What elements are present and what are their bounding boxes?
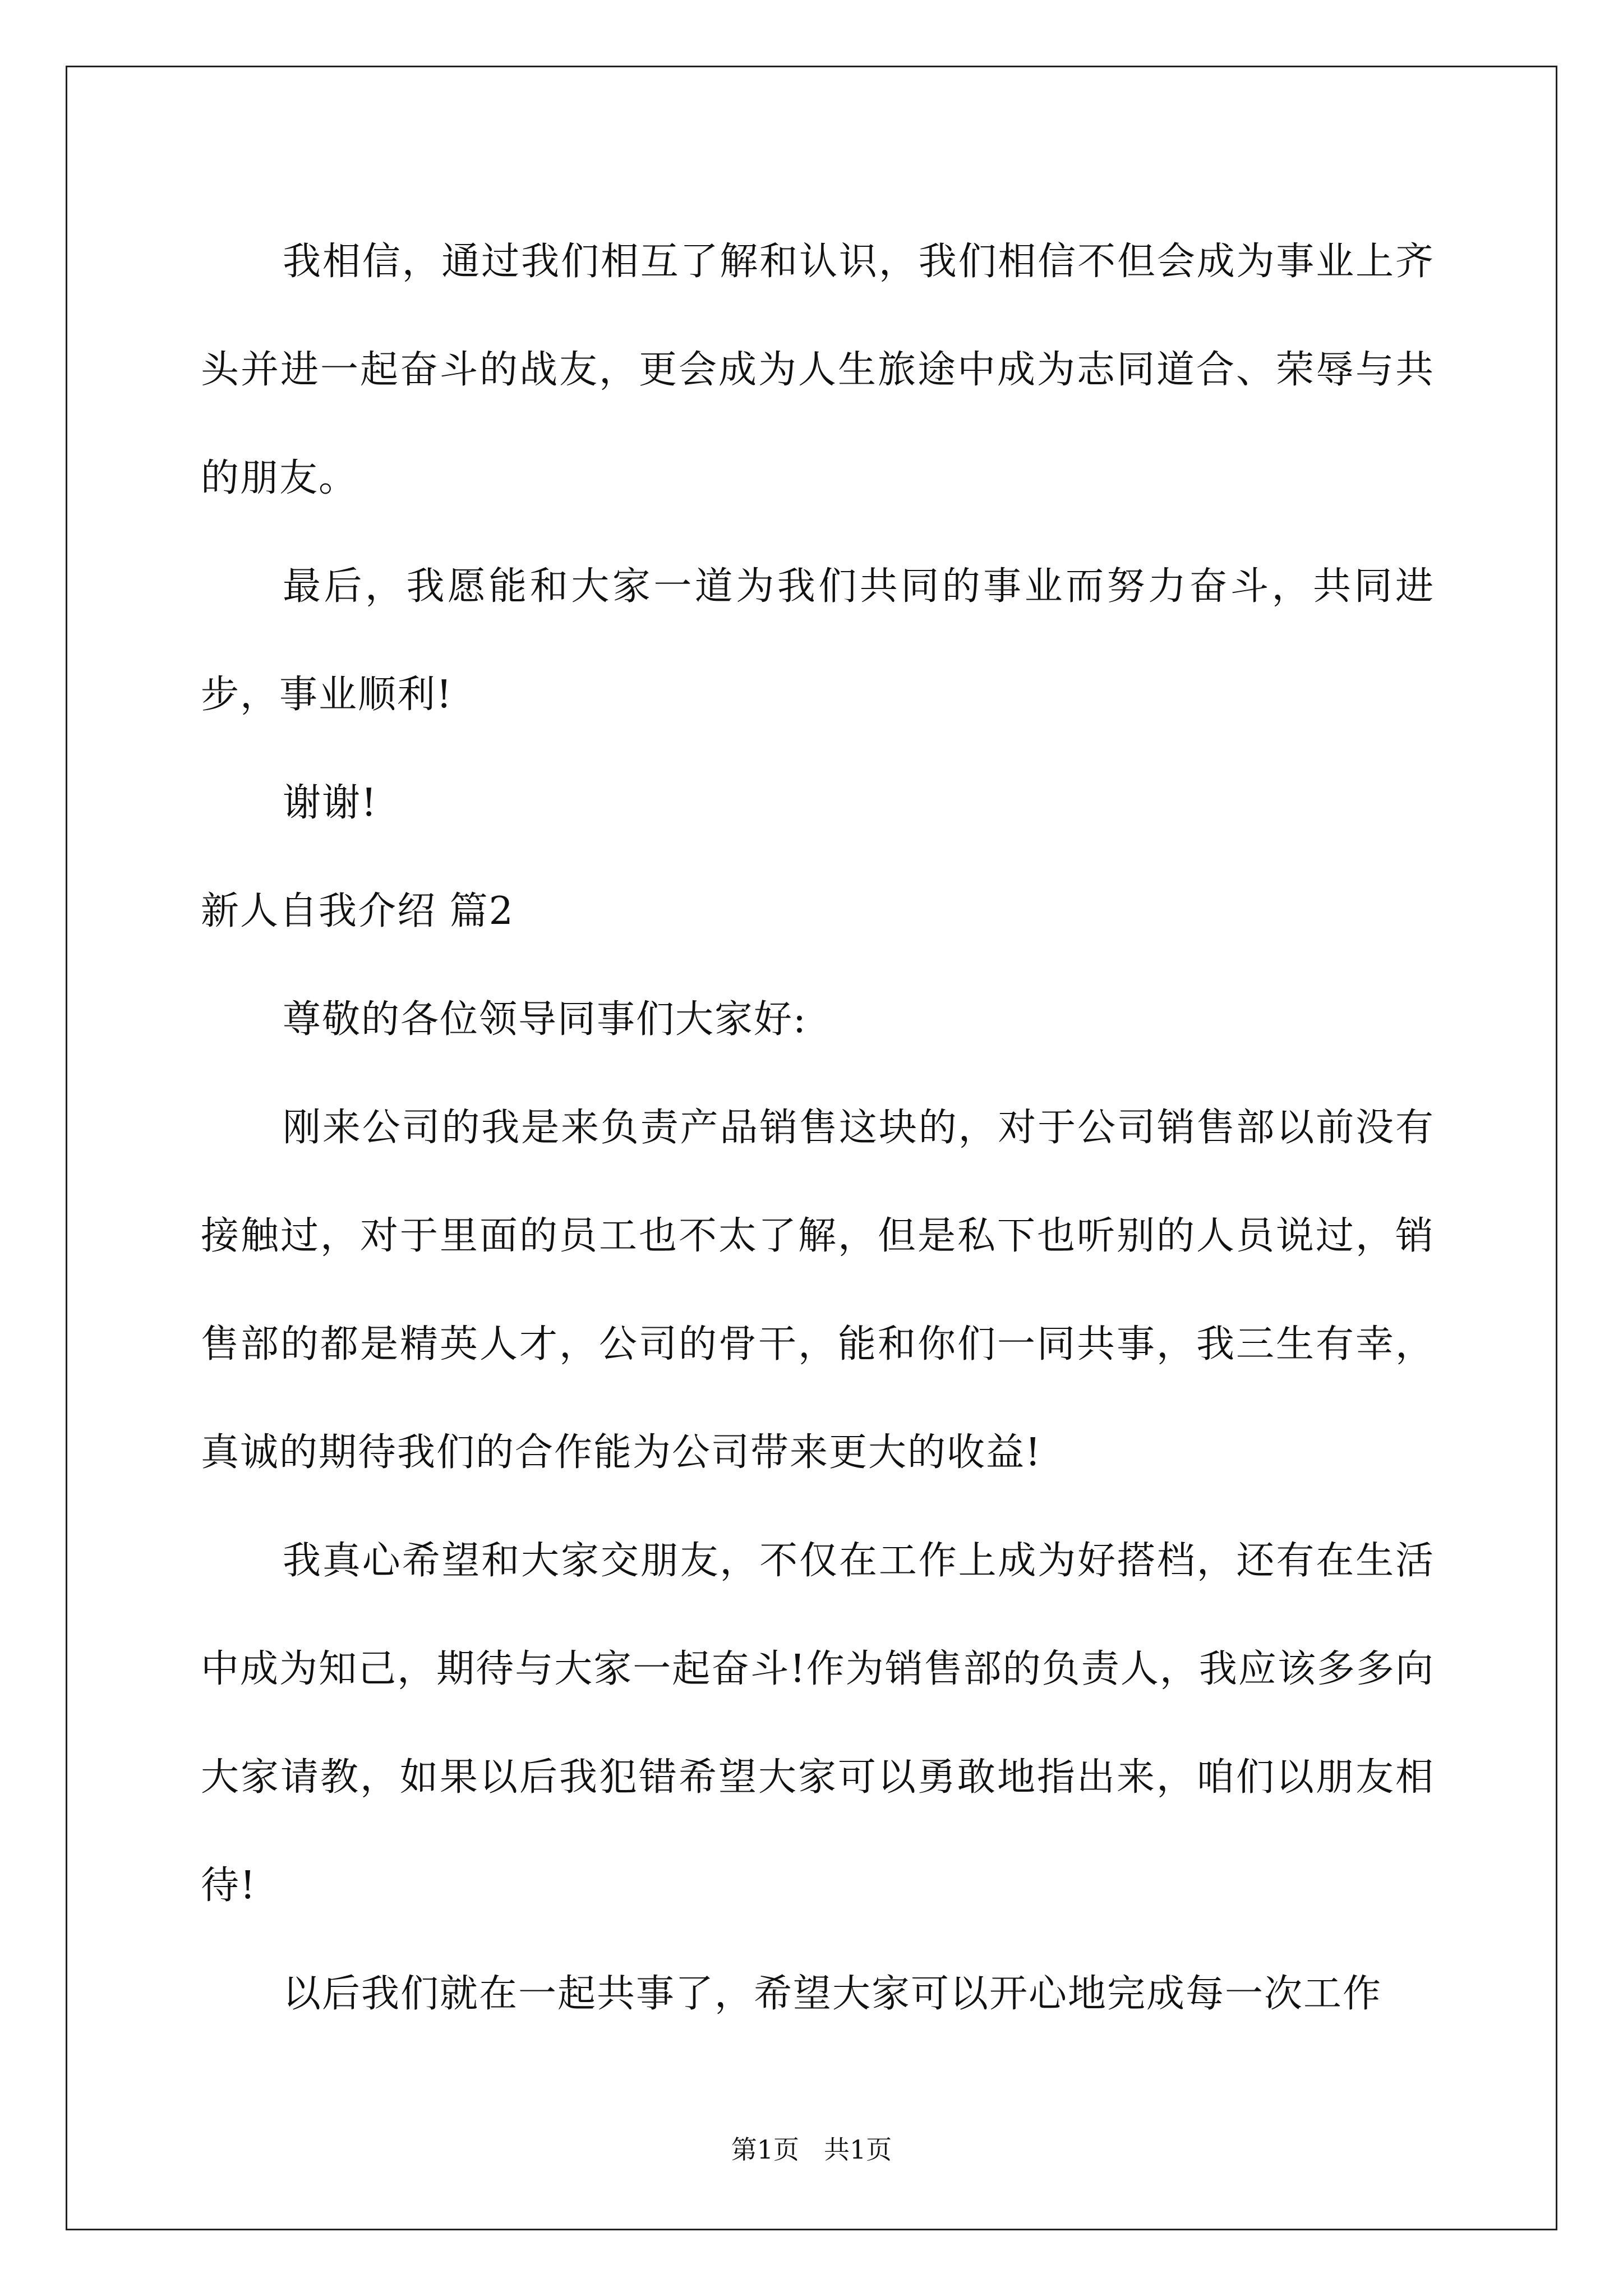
section-heading: 新人自我介绍 篇2	[201, 889, 514, 933]
page-footer	[0, 2129, 1623, 2166]
paragraph: 刚来公司的我是来负责产品销售这块的，对于公司销售部以前没有接触过，对于里面的员工也不太了解，但是私下也听别的人员说过，销售部的都是精英人才，公司的骨干，能和你们一同共事，我三生有幸，真诚的期待我们的合作能为公司带来更大的收益!	[201, 1106, 1435, 1475]
paragraph: 尊敬的各位领导同事们大家好:	[283, 997, 807, 1042]
paragraph: 最后，我愿能和大家一道为我们共同的事业而努力奋斗，共同进步，事业顺利!	[201, 564, 1435, 717]
paragraph: 谢谢!	[283, 781, 378, 825]
document-body	[201, 208, 1435, 2048]
page-total: 共1页	[824, 2134, 892, 2165]
page-number: 第1页	[731, 2134, 799, 2165]
paragraph: 我相信，通过我们相互了解和认识，我们相信不但会成为事业上齐头并进一起奋斗的战友，更会成为人生旅途中成为志同道合、荣辱与共的朋友。	[201, 240, 1435, 500]
paragraph: 以后我们就在一起共事了，希望大家可以开心地完成每一次工作	[283, 1972, 1382, 2016]
paragraph: 我真心希望和大家交朋友，不仅在工作上成为好搭档，还有在生活中成为知己，期待与大家一起奋斗!作为销售部的负责人，我应该多多向大家请教，如果以后我犯错希望大家可以勇敢地指出来，咱们以朋友相待!	[201, 1539, 1435, 1908]
